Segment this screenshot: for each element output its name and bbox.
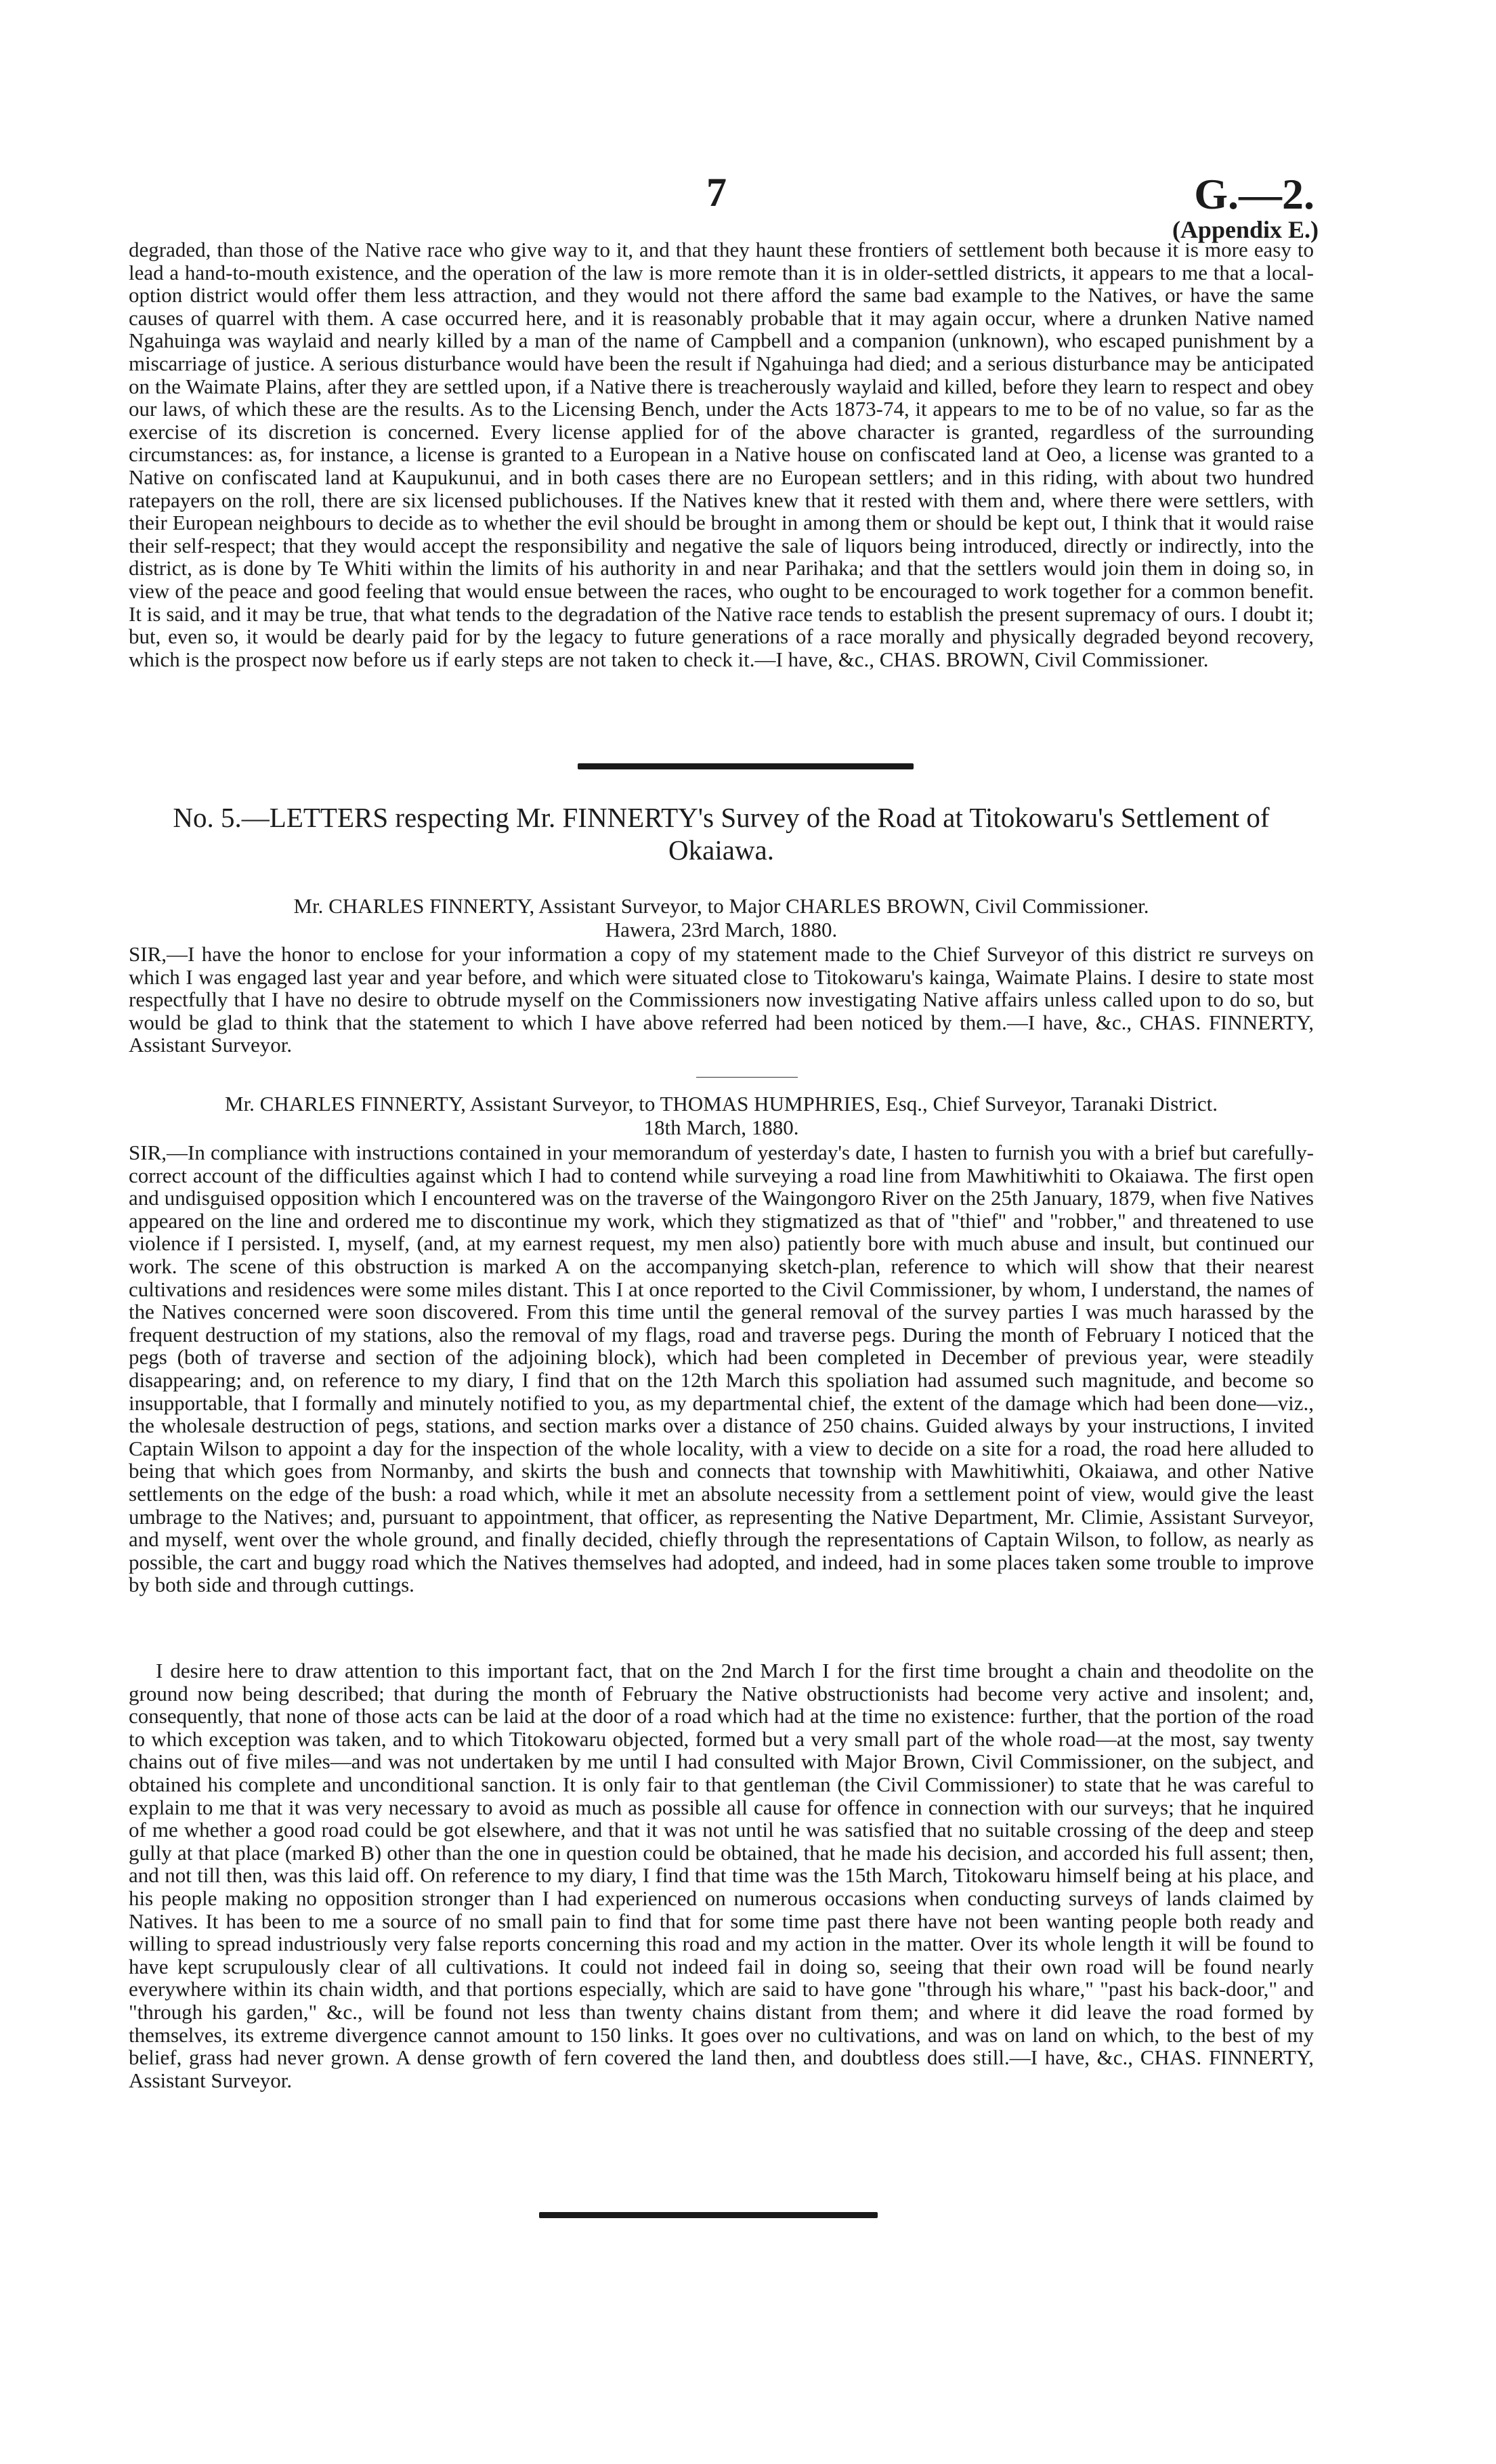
appendix-label: (Appendix E.) bbox=[1172, 216, 1319, 243]
section-divider-bottom bbox=[539, 2212, 878, 2218]
letter2-header bbox=[129, 1092, 1314, 1139]
page-number: 7 bbox=[706, 170, 727, 215]
letter1-body: SIR,—I have the honor to enclose for your information a copy of my statement made to the Chief Surveyor of this district re surveys on which I was engaged last year and year before, and which were situated close to Titokowaru's kainga, Waimate Plains. I desire to state most respectfully that I have no desire to obtrude myself on the Commissioners now investigating Native affairs unless called upon to do so, but would be glad to think that the statement to which I have above referred had been noticed by them.—I have, &c., CHAS. FINNERTY, Assistant Surveyor. bbox=[129, 942, 1314, 1057]
section-heading bbox=[129, 801, 1314, 866]
section-heading-line-1: No. 5.—LETTERS respecting Mr. FINNERTY's Survey of the Road at Titokowaru's Settlement of bbox=[173, 802, 1270, 833]
section-heading-line-2: Okaiawa. bbox=[668, 834, 774, 866]
continued-paragraph: degraded, than those of the Native race who give way to it, and that they haunt these frontiers of settlement both because it is more easy to lead a hand-to-mouth existence, and the operation of the law is more remote than it is in older-settled districts, it appears to me that a local-option district would offer them less attraction, and they would not there afford the same bad example to the Natives, or have the same causes of quarrel with them. A case occurred here, and it is reasonably probable that it may again occur, where a drunken Native named Ngahuinga was waylaid and nearly killed by a man of the name of Campbell and a companion (unknown), who escaped punishment by a miscarriage of justice. A serious disturbance would have been the result if Ngahuinga had died; and a serious disturbance may be anticipated on the Waimate Plains, after they are settled upon, if a Native there is treacherously waylaid and killed, before they learn to respect and obey our laws, of which these are the results. As to the Licensing Bench, under the Acts 1873-74, it appears to me to be of no value, so far as the exercise of its discretion is concerned. Every license applied for of the above character is granted, regardless of the surrounding circumstances: as, for instance, a license is granted to a European in a Native house on confiscated land at Oeo, a license was granted to a Native on confiscated land at Kaupukunui, and in both cases there are no European settlers; and in this riding, with about two hundred ratepayers on the roll, there are six licensed publichouses. If the Natives knew that it rested with them and, where there were settlers, with their European neighbours to decide as to whether the evil should be brought in among them or should be kept out, I think that it would raise their self-respect; that they would accept the responsibility and negative the sale of liquors being introduced, directly or indirectly, into the district, as is done by Te Whiti within the limits of his authority in and near Parihaka; and that the settlers would join them in doing so, in view of the peace and good feeling that would ensue between the races, who ought to be encouraged to work together for a common benefit. It is said, and it may be true, that what tends to the degradation of the Native race tends to establish the present supremacy of ours. I doubt it; but, even so, it would be dearly paid for by the legacy to future generations of a race morally and physically degraded beyond recovery, which is the prospect now before us if early steps are not taken to check it.—I have, &c., CHAS. BROWN, Civil Commissioner. bbox=[129, 238, 1314, 671]
letter2-body-paragraph-1: SIR,—In compliance with instructions contained in your memorandum of yesterday's date, I hasten to furnish you with a brief but carefully-correct account of the difficulties against which I had to contend while surveying a road line from Mawhitiwhiti to Okaiawa. The first open and undisguised opposition which I encountered was on the traverse of the Waingongoro River on the 25th January, 1879, when five Natives appeared on the line and ordered me to discontinue my work, which they stigmatized as that of "thief" and "robber," and threatened to use violence if I persisted. I, myself, (and, at my earnest request, my men also) patiently bore with much abuse and insult, but continued our work. The scene of this obstruction is marked A on the accompanying sketch-plan, reference to which will show that their nearest cultivations and residences were some miles distant. This I at once reported to the Civil Commissioner, by whom, I understand, the names of the Natives concerned were soon discovered. From this time until the general removal of the survey parties I was much harassed by the frequent destruction of my stations, also the removal of my flags, road and traverse pegs. During the month of February I noticed that the pegs (both of traverse and section of the adjoining block), which had been completed in December of previous year, were steadily disappearing; and, on reference to my diary, I find that on the 12th March this spoliation had assumed such magnitude, and become so insupportable, that I formally and minutely notified to you, as my departmental chief, the extent of the damage which had been done—viz., the wholesale destruction of pegs, stations, and section marks over a distance of 250 chains. Guided always by your instructions, I invited Captain Wilson to appoint a day for the inspection of the whole locality, with a view to decide on a site for a road, the road here alluded to being that which goes from Normanby, and skirts the bush and connects that township with Mawhitiwhiti, Okaiawa, and other Native settlements on the edge of the bush: a road which, while it met an absolute necessity from a settlement point of view, would give the least umbrage to the Natives; and, pursuant to appointment, that officer, as representing the Native Department, Mr. Climie, Assistant Surveyor, and myself, went over the whole ground, and finally decided, chiefly through the representations of Captain Wilson, to follow, as nearly as possible, the cart and buggy road which the Natives themselves had adopted, and indeed, had in some places taken some trouble to improve by both side and through cuttings. bbox=[129, 1141, 1314, 1597]
letter1-header bbox=[129, 894, 1314, 941]
letter2-body-paragraph-2: I desire here to draw attention to this important fact, that on the 2nd March I for the first time brought a chain and theodolite on the ground now being described; that during the month of February the Native obstructionists had become very active and insolent; and, consequently, that none of those acts can be laid at the door of a road which had at the time no existence: further, that the portion of the road to which exception was taken, and to which Titokowaru objected, formed but a very small part of the whole road—at the most, say twenty chains out of five miles—and was not undertaken by me until I had consulted with Major Brown, Civil Commissioner, on the subject, and obtained his complete and unconditional sanction. It is only fair to that gentleman (the Civil Commissioner) to state that he was careful to explain to me that it was very necessary to avoid as much as possible all cause for offence in connection with our surveys; that he inquired of me whether a good road could be got elsewhere, and that it was not until he was satisfied that no suitable crossing of the deep and steep gully at that place (marked B) other than the one in question could be obtained, that he made his decision, and accorded his full assent; then, and not till then, was this laid off. On reference to my diary, I find that time was the 15th March, Titokowaru himself being at his place, and his people making no opposition stronger than I had experienced on numerous occasions when conducting surveys of lands claimed by Natives. It has been to me a source of no small pain to find that for some time past there have not been wanting people both ready and willing to spread industriously very false reports concerning this road and my action in the matter. Over its whole length it will be found to have kept scrupulously clear of all cultivations. It could not indeed fail in doing so, seeing that their own road will be found nearly everywhere within its chain width, and that portions especially, which are said to have gone "through his whare," "past his back-door," and "through his garden," &c., will be found not less than twenty chains distant from them; and where it did leave the road formed by themselves, its extreme divergence cannot amount to 150 links. It goes over no cultivations, and was on land on which, to the best of my belief, grass had never grown. A dense growth of fern covered the land then, and doubtless does still.—I have, &c., CHAS. FINNERTY, Assistant Surveyor. bbox=[129, 1659, 1314, 2092]
document-reference: G.—2. bbox=[1194, 170, 1315, 218]
letter-separator bbox=[696, 1077, 798, 1078]
letter1-place-date: Hawera, 23rd March, 1880. bbox=[605, 918, 838, 941]
section-divider-top bbox=[578, 763, 914, 769]
letter1-address: Mr. CHARLES FINNERTY, Assistant Surveyor, to Major CHARLES BROWN, Civil Commissioner. bbox=[293, 894, 1149, 918]
letter2-address: Mr. CHARLES FINNERTY, Assistant Surveyor, to THOMAS HUMPHRIES, Esq., Chief Surveyor, Taranaki District. bbox=[225, 1092, 1218, 1116]
letter2-date: 18th March, 1880. bbox=[643, 1116, 799, 1139]
